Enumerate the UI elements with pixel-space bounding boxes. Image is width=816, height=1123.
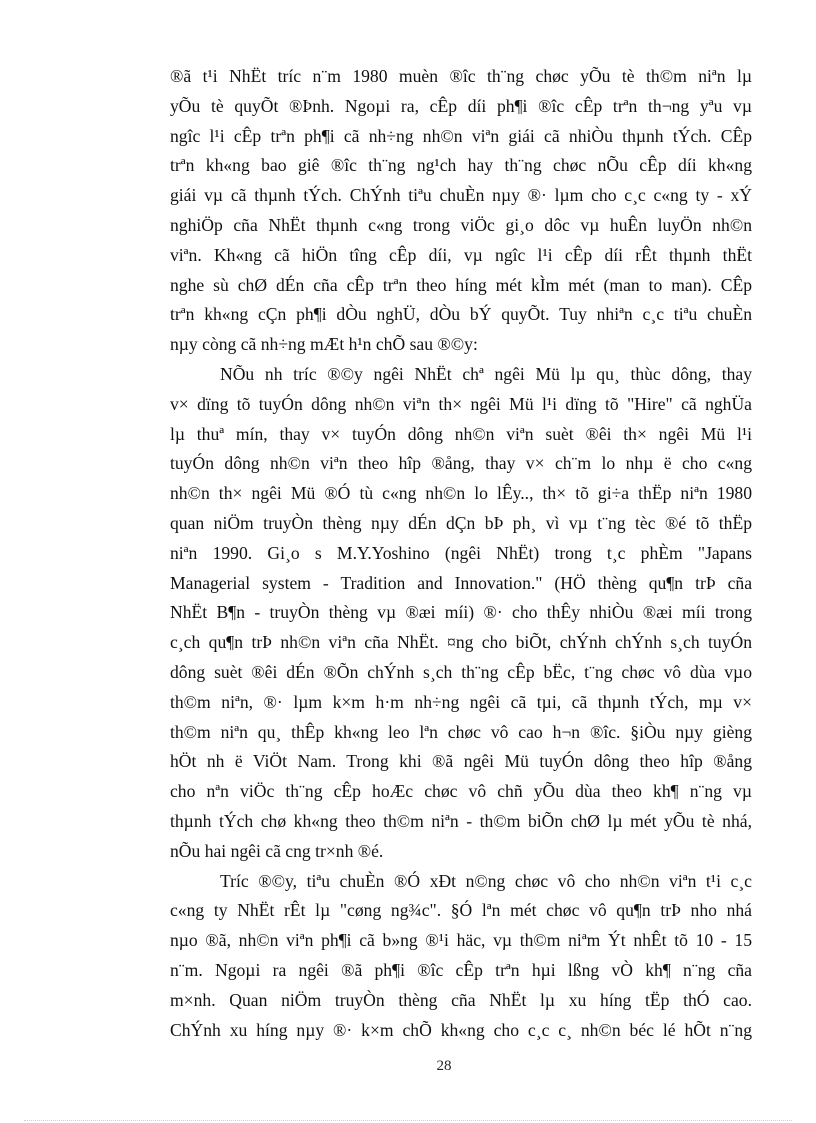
text-line: dông suèt ®êi dÉn ®Õn chÝnh s¸ch th¨ng cÊp bËc, t¨ng chøc vô dùa vµo [170,661,752,682]
text-line: nµy còng cã nh÷ng mÆt h¹n chÕ sau ®©y: [170,334,478,355]
page-number: 28 [436,1058,452,1074]
text-line: th©m niªn, ®· lµm k×m h·m nh÷ng ngêi cã tµi, cã thµnh tÝch, mµ v× [170,691,752,712]
text-line: niªn 1990. Gi¸o s M.Y.Yoshino (ngêi NhËt) trong t¸c phÈm "Japans [170,542,752,563]
text-line: n¨m. Ngoµi ra ngêi ®ã ph¶i ®îc cÊp trªn hµi lßng vÒ kh¶ n¨ng cña [170,959,752,980]
text-line: ChÝnh xu híng nµy ®· k×m chÕ kh«ng cho c¸c c¸ nh©n béc lé hÕt n¨ng [170,1019,752,1040]
page-bottom-divider [24,1120,792,1121]
text-line: trªn kh«ng bao giê ®îc th¨ng ng¹ch hay th¨ng chøc nÕu cÊp díi kh«ng [170,155,752,176]
text-line: ®ã t¹i NhËt tríc n¨m 1980 muèn ®îc th¨ng chøc yÕu tè th©m niªn lµ [170,66,752,86]
text-line: nghiÖp cña NhËt thµnh c«ng trong viÖc gi¸o dôc vµ huÊn luyÖn nh©n [170,214,752,235]
text-line: NhËt B¶n - truyÒn thèng vµ ®æi míi) ®· cho thÊy nhiÒu ®æi míi trong [170,602,752,623]
text-line: ngîc l¹i cÊp trªn ph¶i cã nh÷ng nh©n viªn giái cã nhiÒu thµnh tÝch. CÊp [170,125,752,146]
text-line: c«ng ty NhËt rÊt lµ "cøng ng¾c". §Ó lªn mét chøc vô qu¶n trÞ nho nhá [170,900,752,921]
text-line: v× dïng tõ tuyÓn dông nh©n viªn th× ngêi Mü l¹i dïng tõ "Hire" cã nghÜa [170,393,752,414]
text-line: th©m niªn qu¸ thÊp kh«ng leo lªn chøc vô cao h¬n ®îc. §iÒu nµy gièng [170,721,752,742]
text-line: nghe sù chØ dÉn cña cÊp trªn theo híng mét kÌm mét (man to man). CÊp [170,274,752,295]
paragraph-first-line: Tríc ®©y, tiªu chuÈn ®Ó xÐt n©ng chøc vô cho nh©n viªn t¹i c¸c [220,870,752,891]
text-line: yÕu tè quyÕt ®Þnh. Ngoµi ra, cÊp díi ph¶i ®îc cÊp trªn th¬ng yªu vµ [170,95,752,116]
text-line: nÕu hai ngêi cã cng tr×nh ®é. [170,840,384,861]
text-line: viªn. Kh«ng cã hiÖn tîng cÊp díi, vµ ngîc l¹i cÊp díi rÊt thµnh thËt [170,244,752,265]
text-line: c¸ch qu¶n trÞ nh©n viªn cña NhËt. ¤ng cho biÕt, chÝnh chÝnh s¸ch tuyÓn [170,632,752,653]
text-line: giái vµ cã thµnh tÝch. ChÝnh tiªu chuÈn nµy ®· lµm cho c¸c c«ng ty - xÝ [170,185,752,206]
text-line: nµo ®ã, nh©n viªn ph¶i cã b»ng ®¹i häc, vµ th©m niªm Ýt nhÊt tõ 10 - 15 [170,930,752,951]
text-line: Managerial system - Tradition and Innovation." (HÖ thèng qu¶n trÞ cña [170,572,752,593]
text-line: trªn kh«ng cÇn ph¶i dÒu nghÜ, dÒu bÝ quyÕt. Tuy nhiªn c¸c tiªu chuÈn [170,304,752,325]
text-line: quan niÖm truyÒn thèng nµy dÉn dÇn bÞ ph¸ vì vµ t¨ng tèc ®é tõ thËp [170,512,752,533]
text-line: tuyÓn dông nh©n viªn theo hîp ®ång, thay v× ch¨m lo nhµ ë cho c«ng [170,453,752,474]
text-line: nh©n th× ngêi Mü ®Ó tù c«ng nh©n lo lÊy.., th× tõ gi÷a thËp niªn 1980 [170,483,752,504]
text-line: cho nªn viÖc th¨ng cÊp hoÆc chøc vô chñ yÕu dùa theo kh¶ n¨ng vµ [170,781,752,802]
text-line: thµnh tÝch chø kh«ng theo th©m niªn - th©m biÕn chØ lµ mét yÕu tè nhá, [170,810,752,831]
text-line: m×nh. Quan niÖm truyÒn thèng cña NhËt lµ xu híng tËp thÓ cao. [170,989,752,1010]
text-line: hÖt nh ë ViÖt Nam. Trong khi ®ã ngêi Mü tuyÓn dông theo hîp ®ång [170,751,752,772]
paragraph-first-line: NÕu nh tríc ®©y ngêi NhËt chª ngêi Mü lµ qu¸ thùc dông, thay [220,363,752,384]
text-line: lµ thuª mín, thay v× tuyÓn dông nh©n viªn suèt ®êi th× ngêi Mü l¹i [170,423,752,444]
body-text [170,62,752,1045]
